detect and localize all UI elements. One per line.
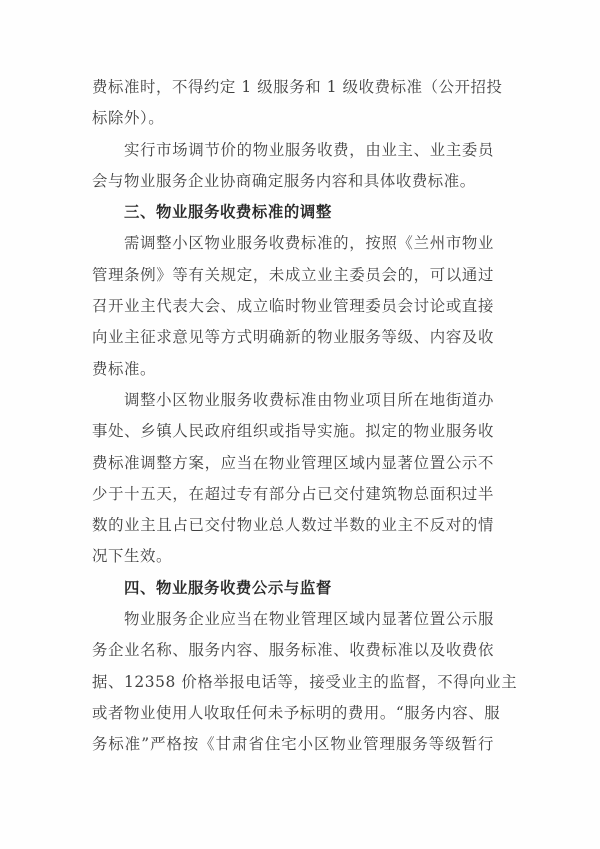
text-line: 数的业主且占已交付物业总人数过半数的业主不反对的情 (92, 516, 494, 535)
text-line: 会与物业服务企业协商确定服务内容和具体收费标准。 (92, 171, 476, 190)
text-line: 据、12358 价格举报电话等，接受业主的监督，不得向业主 (92, 672, 518, 691)
text-line: 事处、乡镇人民政府组织或指导实施。拟定的物业服务收 (92, 422, 494, 441)
text-line: 务标准”严格按《甘肃省住宅小区物业管理服务等级暂行 (92, 735, 494, 754)
text-line: 调整小区物业服务收费标准由物业项目所在地街道办 (124, 390, 494, 409)
text-line: 管理条例》等有关规定，未成立业主委员会的，可以通过 (92, 265, 494, 284)
text-line: 物业服务企业应当在物业管理区域内显著位置公示服 (124, 610, 494, 629)
text-line: 需调整小区物业服务收费标准的，按照《兰州市物业 (124, 234, 494, 253)
document-page (92, 72, 518, 761)
text-line: 费标准调整方案，应当在物业管理区域内显著位置公示不 (92, 453, 494, 472)
section-heading: 四、物业服务收费公示与监督 (124, 578, 332, 597)
text-line: 费标准。 (92, 359, 156, 378)
text-line: 或者物业使用人收取任何未予标明的费用。“服务内容、服 (92, 703, 501, 722)
text-line: 少于十五天，在超过专有部分占已交付建筑物总面积过半 (92, 484, 494, 503)
text-line: 标除外）。 (92, 109, 165, 128)
section-heading: 三、物业服务收费标准的调整 (124, 203, 332, 222)
text-line: 向业主征求意见等方式明确新的物业服务等级、内容及收 (92, 328, 494, 347)
text-line: 召开业主代表大会、成立临时物业管理委员会讨论或直接 (92, 297, 494, 316)
text-line: 况下生效。 (92, 547, 172, 566)
text-line: 实行市场调节价的物业服务收费，由业主、业主委员 (124, 140, 494, 159)
text-line: 费标准时，不得约定 1 级服务和 1 级收费标准（公开招投 (92, 78, 503, 96)
text-line: 务企业名称、服务内容、服务标准、收费标准以及收费依 (92, 641, 494, 660)
